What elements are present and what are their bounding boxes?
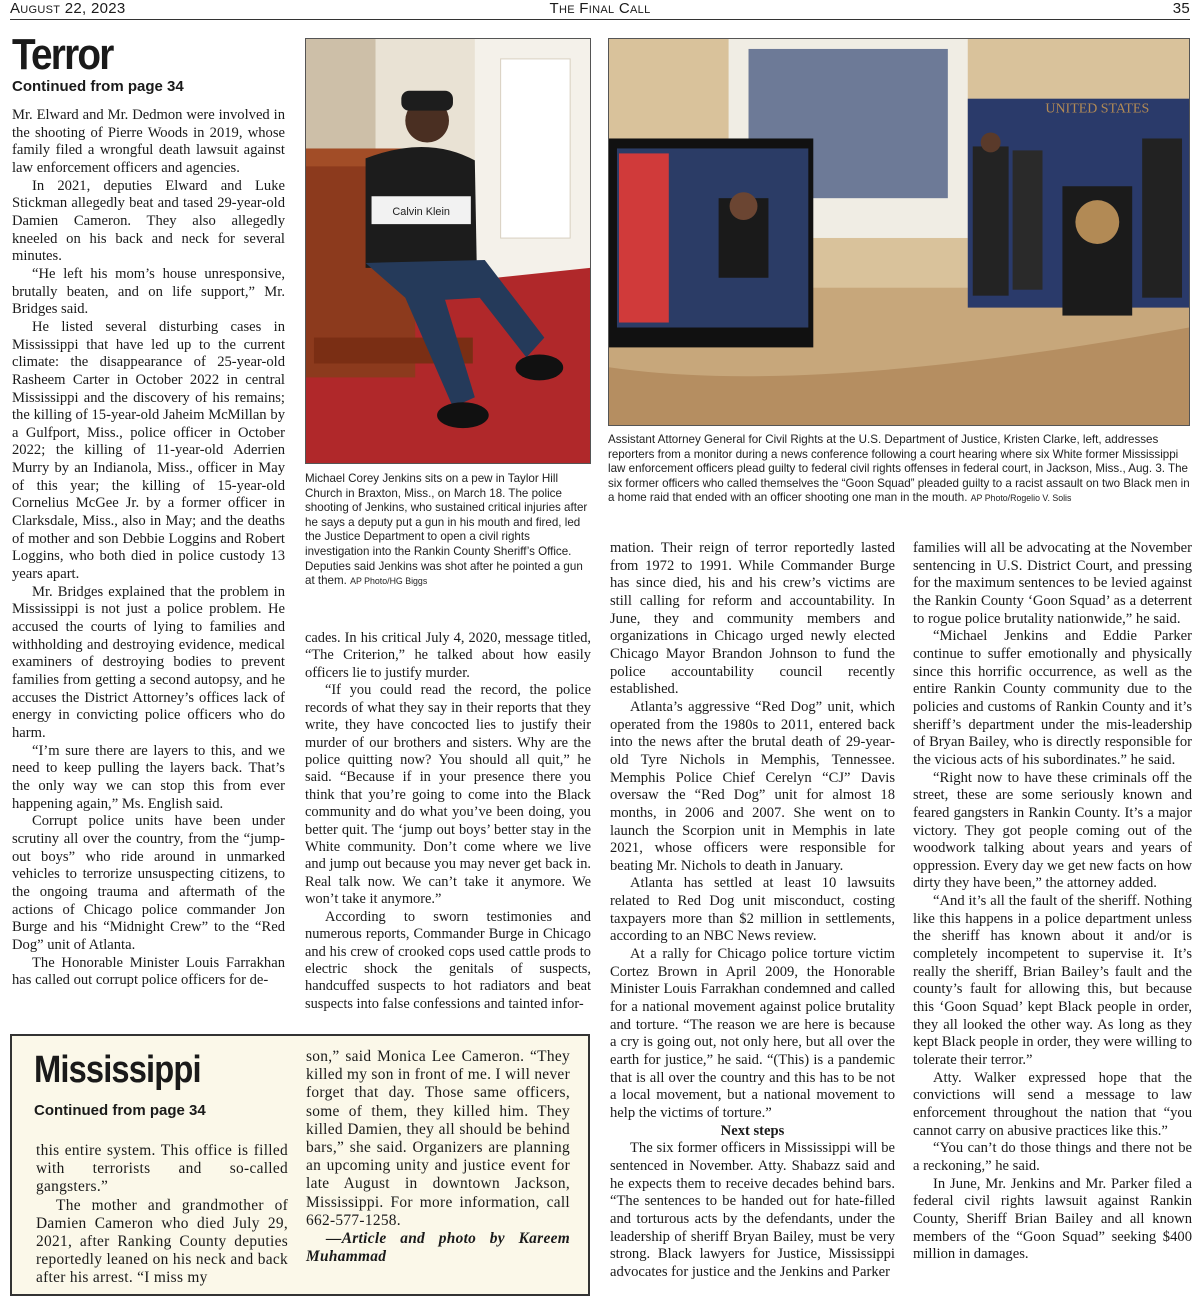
paragraph: “And it’s all the fault of the sheriff. Nothing like this happens in a police department unless the sheriff has known about it and/or is completely incompetent to supervise it. It’s really the sheriff, Brian Bailey’s fault and the county’s fault for allowing this, but because this ‘Goon Squad’ kept Black people in order, they all looked the other way. As long as they kept Black people in order, they were willing to tolerate their terror.” — [913, 893, 1192, 1069]
paragraph: “You can’t do those things and there not be a reckoning,” he said. — [913, 1140, 1192, 1174]
running-head — [10, 0, 1190, 18]
jenkins-photo — [305, 38, 591, 464]
terror-column-4 — [913, 540, 1192, 1264]
mississippi-box — [10, 1034, 590, 1296]
paragraph: He listed several disturbing cases in Mississippi that have led up to the current climate: the disappearance of 25-year-old Rasheem Carter in October 2022 in central Mississippi and the discovery of his remains; the killing of 15-year-old Jaheim McMillan by a Gulfport, Miss., police officer in October 2022; the killing of 11-year-old Aderrien Murry by an Indianola, Miss., officer in May of this year; the killing of 15-year-old Cornelius McGee Jr. by a former officer in Clarksdale, Miss., also in May; and the deaths of mother and son Debbie Loggins and Robert Loggins, who both died in police custody 13 years apart. — [12, 318, 285, 583]
paragraph: son,” said Monica Lee Cameron. “They killed my son in front of me. I will never forget that day. Those same officers, some of them, they killed him. They killed Damien, they all should be behind bars,” she said. Organizers are planning an upcoming unity and justice event for late August in downtown Jackson, Mississippi. For more information, call 662-577-1258. — [306, 1048, 570, 1229]
newspaper-name: The Final Call — [549, 0, 651, 17]
shirt-logo: Calvin Klein — [392, 206, 450, 219]
photo-credit: AP Photo/HG Biggs — [350, 576, 428, 587]
paragraph: families will all be advocating at the November sentencing in U.S. District Court, and pressing for the maximum sentences to be levied against the Rankin County ‘Goon Squad’ as a deterrent to rogue police brutality nationwide,” he said. — [913, 540, 1192, 627]
page-number: 35 — [1172, 0, 1190, 17]
paragraph: “Right now to have these criminals off the street, these are some seriously known and feared gangsters in Rankin County. It’s a major victory. They got people coming out of the woodwork talking about years and years of oppression. Every day we get new facts on how dirty they have been,” the attorney added. — [913, 769, 1192, 892]
paragraph: “He left his mom’s house unresponsive, brutally beaten, and on life support,” Mr. Bridges said. — [12, 265, 285, 318]
paragraph: At a rally for Chicago police torture victim Cortez Brown in April 2009, the Honorable Minister Louis Farrakhan condemned and called for a national movement against police brutality and torture. “The reason we are here is because a cry is going out, not only here, but all over the earth for justice,” he said. “(This) is a pandemic that is all over the country and this has to be not a local movement, but a national movement to help the victims of torture.” — [610, 946, 895, 1121]
mississippi-column-1 — [36, 1142, 288, 1288]
paragraph: Atty. Walker expressed hope that the convictions will send a message to law enforcement throughout the nation that “you cannot carry on abusive practices like this.” — [913, 1069, 1192, 1139]
wall-lettering: UNITED STATES — [1045, 101, 1150, 117]
terror-headline: Terror — [12, 30, 113, 79]
terror-column-3 — [610, 540, 895, 1282]
header-rule — [10, 19, 1190, 20]
byline: —Article and photo by Kareem Muhammad — [306, 1230, 570, 1266]
paragraph: mation. Their reign of terror reportedly lasted from 1972 to 1991. While Commander Burge has since died, his and his crew’s victims are still calling for reform and accountability. In June, they and community members and organizations in Chicago urged newly elected Chicago Mayor Brandon Johnson to fund the police accountability council recently established. — [610, 540, 895, 698]
paragraph: Atlanta has settled at least 10 lawsuits related to Red Dog unit misconduct, costing taxpayers more than $2 million in settlements, according to an NBC News review. — [610, 875, 895, 945]
press-conference-photo — [608, 38, 1190, 426]
paragraph: The six former officers in Mississippi will be sentenced in November. Atty. Shabazz said and he expects them to receive decades behind bars. “The sentences to be handed out for hate-filled and torturous acts by the defendants, under the leadership of sheriff Bryan Bailey, must be very strong. Black lawyers for Justice, Mississippi advocates for justice and the Jenkins and Parker — [610, 1140, 895, 1280]
terror-continued-line: Continued from page 34 — [12, 78, 184, 95]
mississippi-headline: Mississippi — [34, 1049, 201, 1091]
mississippi-column-2 — [306, 1048, 570, 1266]
paragraph: “Michael Jenkins and Eddie Parker continue to suffer emotionally and physically since this horrific occurrence, as well as the entire Rankin County community due to the policies and customs of Rankin County and it’s sheriff’s department under the mis-leadership of Bryan Bailey, who is directly responsible for the vicious acts of his subordinates.” he said. — [913, 628, 1192, 768]
paragraph: The mother and grandmother of Damien Cameron who died July 29, 2021, after Ranking County deputies reportedly leaned on his neck and back after his arrest. “I miss my — [36, 1196, 288, 1287]
paragraph: cades. In his critical July 4, 2020, message titled, “The Criterion,” he talked about how easily officers lie to justify murder. — [305, 630, 591, 681]
paragraph: The Honorable Minister Louis Farrakhan has called out corrupt police officers for de- — [12, 954, 285, 989]
terror-column-2 — [305, 630, 591, 1013]
terror-column-1 — [12, 107, 285, 990]
paragraph: Mr. Elward and Mr. Dedmon were involved in the shooting of Pierre Woods in 2019, whose family filed a wrongful death lawsuit against law enforcement officers and agencies. — [12, 107, 285, 176]
paragraph: Mr. Bridges explained that the problem in Mississippi is not just a police problem. He accused the courts of lying to families and withholding and destroying evidence, medical examiners of destroying bodies to prevent families from getting a second autopsy, and he accuses the District Attorney’s offices lack of energy in convicting police officers who do harm. — [12, 583, 285, 741]
caption-text: Assistant Attorney General for Civil Rights at the U.S. Department of Justice, Kristen Clarke, left, addresses reporters from a monitor during a news conference following a court hearing where six White former Mississippi law enforcement officers plead guilty to federal civil rights offenses in federal court, in Jackson, Miss., Aug. 3. The six former officers who called themselves the “Goon Squad” pleaded guilty to a racist assault on two Black men in a home raid that ended with an officer shooting one man in the mouth. — [608, 433, 1190, 505]
issue-date: August 22, 2023 — [10, 0, 126, 17]
paragraph: Atlanta’s aggressive “Red Dog” unit, which operated from the 1980s to 2011, entered back into the news after the brutal death of 29-year-old Tyre Nichols in Memphis, Tennessee. Memphis Police Chief Cerelyn “CJ” Davis oversaw the “Red Dog” unit for almost 18 months, in 2006 and 2007. She went on to launch the Scorpion unit in Memphis in late 2021, whose officers were responsible for beating Mr. Nichols to death in January. — [610, 698, 895, 874]
jenkins-photo-caption — [305, 472, 591, 589]
paragraph: Corrupt police units have been under scrutiny all over the country, from the “jump-out boys” who ride around in unmarked vehicles to terrorize unsuspecting citizens, to the ongoing trauma and aftermath of the actions of Chicago police commander Jon Burge and his “Midnight Crew” to the “Red Dog” unit of Atlanta. — [12, 813, 285, 953]
mississippi-continued-line: Continued from page 34 — [34, 1102, 206, 1119]
paragraph: “If you could read the record, the police records of what they say in their reports that they write, they have concocted lies to justify their murder of our brothers and sisters. Why are the police quitting now? You should all quit,” he said. “Because if in your presence there you think that you’re going to come into the Black community and do what you’ve been doing, you better quit. The ‘jump out boys’ better stay in the White community. Don’t come where we live and jump out because you may never get back in. Real talk now. We can’t take it anymore. We won’t take it anymore.” — [305, 682, 591, 908]
caption-text: Michael Corey Jenkins sits on a pew in Taylor Hill Church in Braxton, Miss., on March 18. The police shooting of Jenkins, who sustained critical injuries after he says a deputy put a gun in his mouth and fired, led the Justice Department to open a civil rights investigation into the Rankin County Sheriff’s Office. Deputies said Jenkins was shot after he pointed a gun at them. — [305, 472, 588, 588]
paragraph: this entire system. This office is filled with terrorists and so-called gangsters.” — [36, 1142, 288, 1196]
photo-credit: AP Photo/Rogelio V. Solis — [970, 493, 1072, 504]
subhead: Next steps — [720, 1122, 785, 1139]
paragraph: In June, Mr. Jenkins and Mr. Parker filed a federal civil rights lawsuit against Rankin County, Sheriff Brian Bailey and all known members of the “Goon Squad” seeking $400 million in damages. — [913, 1175, 1192, 1263]
paragraph: In 2021, deputies Elward and Luke Stickman allegedly beat and tased 29-year-old Damien Cameron. They also allegedly kneeled on his back and neck for several minutes. — [12, 177, 285, 265]
press-conference-caption — [608, 433, 1192, 506]
paragraph: According to sworn testimonies and numerous reports, Commander Burge in Chicago and his crew of crooked cops used cattle prods to electric shock the genitals of suspects, handcuffed suspects to hot radiators and beat suspects into false confessions and tainted infor- — [305, 908, 591, 1012]
paragraph: “I’m sure there are layers to this, and we need to keep pulling the layers back. That’s the only way we can stop this from ever happening again,” Ms. English said. — [12, 742, 285, 812]
